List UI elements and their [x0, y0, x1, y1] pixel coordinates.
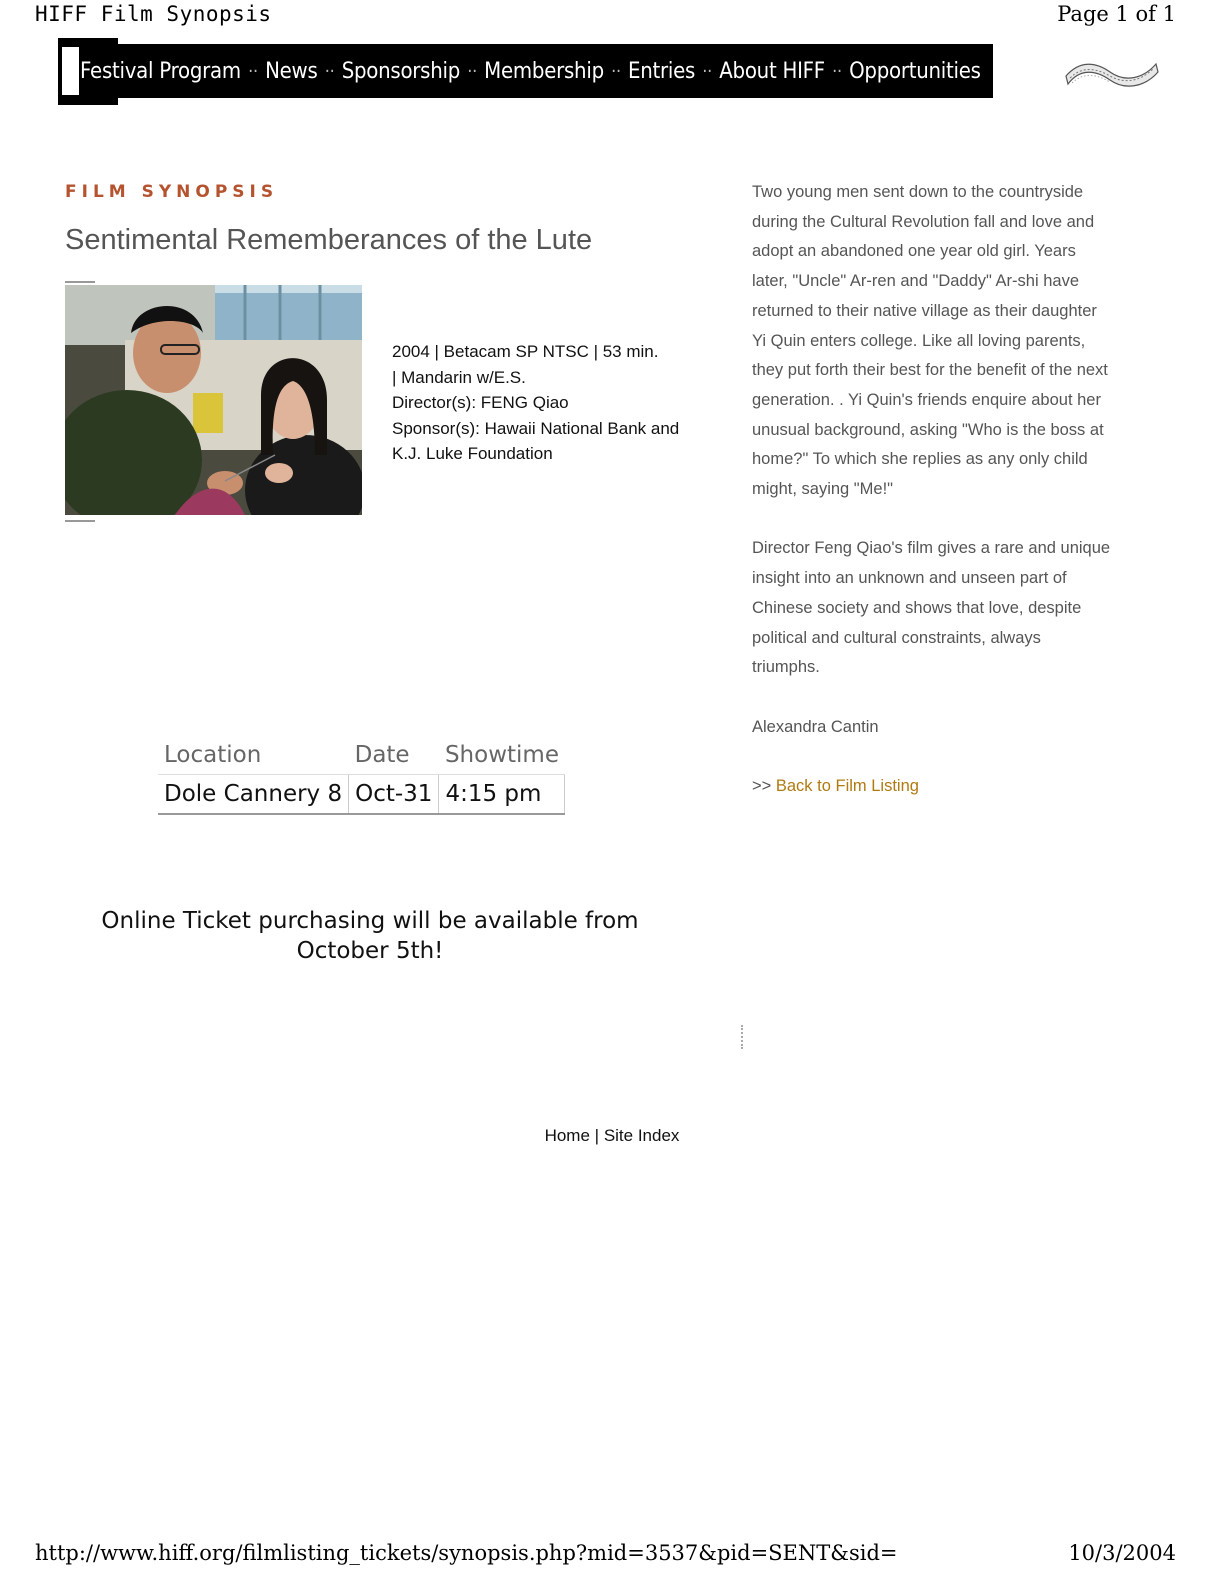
showtimes-table	[158, 740, 565, 815]
nav-membership[interactable]: Membership	[484, 58, 604, 84]
table-row	[158, 775, 565, 815]
nav-menu	[80, 44, 981, 98]
film-title: Sentimental Rememberances of the Lute	[65, 224, 593, 256]
nav-separator: ··	[702, 60, 713, 82]
nav-about-hiff[interactable]: About HIFF	[719, 58, 825, 84]
nav-separator: ··	[248, 60, 258, 82]
film-format: 2004 | Betacam SP NTSC | 53 min.	[392, 342, 659, 361]
ticket-availability-note	[60, 906, 680, 966]
synopsis-paragraph: Director Feng Qiao's film gives a rare and unique insight into an unknown and unseen part of Chinese society and shows that love, despite political and cultural constraints, always triumphs.	[752, 539, 1111, 677]
footer-links	[0, 1126, 1224, 1146]
column-header-location: Location	[158, 740, 349, 775]
synopsis-column	[752, 178, 1112, 831]
film-details	[392, 339, 692, 467]
photo-rule	[65, 281, 95, 283]
nav-bar-tab-bottom	[58, 97, 118, 105]
nav-separator: ··	[611, 60, 621, 82]
nav-news[interactable]: News	[265, 58, 318, 84]
showtime-location: Dole Cannery 8	[158, 775, 349, 815]
film-ribbon-logo-icon[interactable]	[1062, 54, 1160, 92]
dotted-divider	[741, 1025, 746, 1049]
footer-home-link[interactable]: Home	[544, 1126, 590, 1145]
film-sponsor: Sponsor(s): Hawaii National Bank and K.J. Luke Foundation	[392, 418, 680, 463]
section-heading: FILM SYNOPSIS	[65, 182, 279, 202]
print-header-title: HIFF Film Synopsis	[35, 2, 272, 26]
nav-separator: ··	[324, 60, 335, 82]
nav-sponsorship[interactable]: Sponsorship	[341, 58, 461, 84]
column-header-date: Date	[349, 740, 439, 775]
print-footer-url: http://www.hiff.org/filmlisting_tickets/synopsis.php?mid=3537&pid=SENT&sid=	[35, 1541, 898, 1565]
film-director: Director(s): FENG Qiao	[392, 393, 569, 412]
nav-separator: ··	[467, 60, 477, 82]
footer-site-index-link[interactable]: Site Index	[603, 1126, 680, 1145]
nav-entries[interactable]: Entries	[628, 58, 696, 84]
nav-festival-program[interactable]: Festival Program	[80, 58, 241, 84]
showtime-time: 4:15 pm	[439, 775, 565, 815]
showtime-date: Oct-31	[349, 775, 439, 815]
footer-divider: |	[594, 1126, 600, 1145]
print-footer-date: 10/3/2004	[1068, 1541, 1176, 1565]
film-language: | Mandarin w/E.S.	[392, 367, 526, 387]
back-to-film-listing-link[interactable]: Back to Film Listing	[775, 777, 919, 796]
ticket-note-line: October 5th!	[296, 938, 444, 964]
nav-bar-notch	[62, 47, 79, 95]
nav-separator: ··	[832, 60, 842, 82]
film-still-image	[65, 285, 362, 515]
synopsis-paragraph: Two young men sent down to the countryside during the Cultural Revolution fall and love and adopt an abandoned one year old girl. Years later, "Uncle" Ar-ren and "Daddy" Ar-shi have returned to their native village as their daughter Yi Quin enters college. Like all loving parents, they put forth their best for the benefit of the next generation. . Yi Quin's friends enquire about her unusual background, asking "Who is the boss at home?" To which she replies as any only child might, saying "Me!"	[752, 183, 1108, 499]
back-to-listing	[752, 772, 1112, 802]
column-header-showtime: Showtime	[439, 740, 565, 775]
photo-rule	[65, 520, 95, 522]
synopsis-author: Alexandra Cantin	[752, 717, 879, 736]
nav-opportunities[interactable]: Opportunities	[849, 58, 981, 84]
back-arrows: >>	[752, 777, 772, 796]
print-header-page: Page 1 of 1	[1057, 2, 1176, 26]
ticket-note-line: Online Ticket purchasing will be available from	[101, 908, 639, 934]
